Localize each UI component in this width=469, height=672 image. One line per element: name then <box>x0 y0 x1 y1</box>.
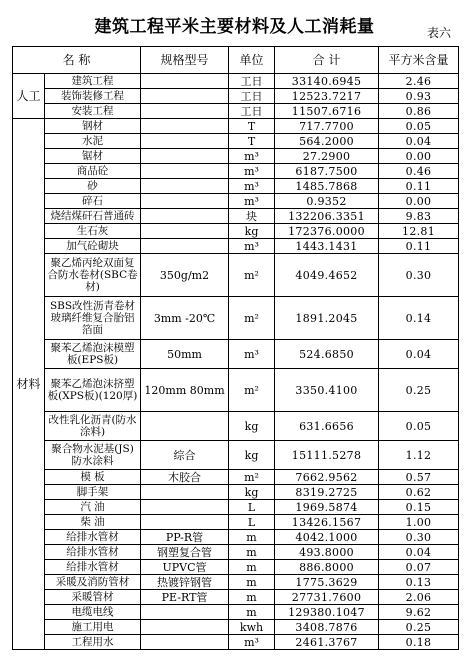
item-unit: m³ <box>229 149 275 164</box>
item-per-sqm: 0.07 <box>379 560 459 575</box>
item-per-sqm: 2.46 <box>379 74 459 89</box>
materials-labor-table <box>12 46 459 650</box>
item-name: 建筑工程 <box>45 74 141 89</box>
item-per-sqm: 0.11 <box>379 179 459 194</box>
item-total: 524.6850 <box>275 340 379 369</box>
item-per-sqm: 0.25 <box>379 620 459 635</box>
item-name: 聚苯乙烯泡沫模塑板(EPS板) <box>45 340 141 369</box>
item-unit: m² <box>229 369 275 412</box>
item-name: 汽 油 <box>45 500 141 515</box>
item-unit: m³ <box>229 239 275 254</box>
item-name: 聚苯乙烯泡沫挤塑板(XPS板)(120厚) <box>45 369 141 412</box>
item-per-sqm: 9.83 <box>379 209 459 224</box>
item-total: 4049.4652 <box>275 254 379 297</box>
item-unit: m <box>229 545 275 560</box>
item-per-sqm: 12.81 <box>379 224 459 239</box>
header-per-sqm: 平方米含量 <box>379 47 459 74</box>
item-name: 采暖管材 <box>45 590 141 605</box>
item-spec: 3mm -20℃ <box>141 297 229 340</box>
item-name: 生石灰 <box>45 224 141 239</box>
item-name: 工程用水 <box>45 635 141 650</box>
item-total: 2461.3767 <box>275 635 379 650</box>
item-total: 0.9352 <box>275 194 379 209</box>
table-row <box>13 515 459 530</box>
item-unit: kg <box>229 441 275 470</box>
item-total: 3350.4100 <box>275 369 379 412</box>
table-row <box>13 194 459 209</box>
item-spec <box>141 134 229 149</box>
item-unit: m <box>229 530 275 545</box>
table-row <box>13 620 459 635</box>
table-row <box>13 545 459 560</box>
item-name: 碎石 <box>45 194 141 209</box>
item-spec <box>141 635 229 650</box>
item-total: 631.6656 <box>275 412 379 441</box>
table-row <box>13 530 459 545</box>
item-spec: 50mm <box>141 340 229 369</box>
header-name: 名 称 <box>13 47 141 74</box>
table-row <box>13 369 459 412</box>
item-unit: m² <box>229 470 275 485</box>
table-row <box>13 470 459 485</box>
table-row <box>13 149 459 164</box>
item-per-sqm: 1.12 <box>379 441 459 470</box>
item-unit: L <box>229 500 275 515</box>
item-total: 13426.1567 <box>275 515 379 530</box>
item-spec <box>141 194 229 209</box>
item-unit: 工日 <box>229 89 275 104</box>
item-total: 7662.9562 <box>275 470 379 485</box>
item-total: 886.8000 <box>275 560 379 575</box>
item-unit: kg <box>229 224 275 239</box>
item-unit: m³ <box>229 164 275 179</box>
item-total: 172376.0000 <box>275 224 379 239</box>
item-per-sqm: 0.30 <box>379 254 459 297</box>
item-total: 15111.5278 <box>275 441 379 470</box>
item-spec <box>141 74 229 89</box>
item-unit: kwh <box>229 620 275 635</box>
item-name: 商品砼 <box>45 164 141 179</box>
item-spec <box>141 605 229 620</box>
item-total: 12523.7217 <box>275 89 379 104</box>
item-name: 加气砼砌块 <box>45 239 141 254</box>
item-total: 1485.7868 <box>275 179 379 194</box>
item-name: 脚手架 <box>45 485 141 500</box>
table-row <box>13 635 459 650</box>
item-name: 给排水管材 <box>45 545 141 560</box>
item-spec <box>141 412 229 441</box>
item-name: 改性乳化沥青(防水涂料) <box>45 412 141 441</box>
header-spec: 规格型号 <box>141 47 229 74</box>
item-total: 3408.7876 <box>275 620 379 635</box>
item-spec: PP-R管 <box>141 530 229 545</box>
item-name: 水泥 <box>45 134 141 149</box>
item-spec <box>141 485 229 500</box>
table-row <box>13 485 459 500</box>
item-total: 493.8000 <box>275 545 379 560</box>
item-unit: m <box>229 605 275 620</box>
group-materials: 材料 <box>13 119 45 650</box>
table-row <box>13 224 459 239</box>
item-name: 电缆电线 <box>45 605 141 620</box>
table-row <box>13 575 459 590</box>
item-name: SBS改性沥青卷材玻璃纤维复合胎铝箔面 <box>45 297 141 340</box>
item-per-sqm: 0.00 <box>379 194 459 209</box>
table-row <box>13 560 459 575</box>
header-total: 合 计 <box>275 47 379 74</box>
table-row <box>13 164 459 179</box>
table-row <box>13 605 459 620</box>
item-total: 129380.1047 <box>275 605 379 620</box>
item-total: 8319.2725 <box>275 485 379 500</box>
item-name: 安装工程 <box>45 104 141 119</box>
item-per-sqm: 0.05 <box>379 412 459 441</box>
item-unit: kg <box>229 485 275 500</box>
item-spec <box>141 179 229 194</box>
item-unit: 工日 <box>229 104 275 119</box>
table-row <box>13 179 459 194</box>
item-per-sqm: 0.25 <box>379 369 459 412</box>
item-spec <box>141 515 229 530</box>
item-spec <box>141 164 229 179</box>
table-row <box>13 239 459 254</box>
item-spec: 120mm 80mm <box>141 369 229 412</box>
item-spec: 热镀锌钢管 <box>141 575 229 590</box>
item-per-sqm: 0.13 <box>379 575 459 590</box>
table-row <box>13 134 459 149</box>
item-total: 1969.5874 <box>275 500 379 515</box>
item-unit: m³ <box>229 340 275 369</box>
page-title: 建筑工程平米主要材料及人工消耗量 <box>94 17 375 37</box>
item-spec <box>141 149 229 164</box>
table-row <box>13 590 459 605</box>
table-row <box>13 441 459 470</box>
item-total: 1443.1431 <box>275 239 379 254</box>
item-spec: PE-RT管 <box>141 590 229 605</box>
item-unit: m³ <box>229 635 275 650</box>
item-total: 4042.1000 <box>275 530 379 545</box>
table-row <box>13 500 459 515</box>
item-spec <box>141 239 229 254</box>
item-per-sqm: 0.15 <box>379 500 459 515</box>
item-per-sqm: 0.62 <box>379 485 459 500</box>
item-total: 27.2900 <box>275 149 379 164</box>
item-total: 27731.7600 <box>275 590 379 605</box>
item-name: 聚乙烯丙纶双面复合防水卷材(SBC卷材) <box>45 254 141 297</box>
item-unit: T <box>229 119 275 134</box>
item-spec <box>141 209 229 224</box>
table-row <box>13 209 459 224</box>
table-row <box>13 104 459 119</box>
item-spec <box>141 104 229 119</box>
item-per-sqm: 1.00 <box>379 515 459 530</box>
item-name: 采暖及消防管材 <box>45 575 141 590</box>
item-spec <box>141 620 229 635</box>
table-row <box>13 254 459 297</box>
item-per-sqm: 0.04 <box>379 545 459 560</box>
item-spec <box>141 500 229 515</box>
item-name: 施工用电 <box>45 620 141 635</box>
item-name: 砂 <box>45 179 141 194</box>
item-per-sqm: 0.93 <box>379 89 459 104</box>
item-unit: m³ <box>229 179 275 194</box>
item-name: 模 板 <box>45 470 141 485</box>
table-body <box>13 74 459 650</box>
item-unit: kg <box>229 412 275 441</box>
item-unit: m² <box>229 297 275 340</box>
item-total: 564.2000 <box>275 134 379 149</box>
item-per-sqm: 0.46 <box>379 164 459 179</box>
item-total: 132206.3351 <box>275 209 379 224</box>
item-unit: L <box>229 515 275 530</box>
item-spec: 350g/m2 <box>141 254 229 297</box>
item-name: 聚合物水泥基(JS)防水涂料 <box>45 441 141 470</box>
table-row <box>13 340 459 369</box>
header-unit: 单位 <box>229 47 275 74</box>
item-name: 烧结煤矸石普通砖 <box>45 209 141 224</box>
item-name: 给排水管材 <box>45 530 141 545</box>
item-spec: 钢塑复合管 <box>141 545 229 560</box>
item-total: 1775.3629 <box>275 575 379 590</box>
item-total: 6187.7500 <box>275 164 379 179</box>
item-spec: UPVC管 <box>141 560 229 575</box>
item-spec <box>141 119 229 134</box>
item-name: 钢材 <box>45 119 141 134</box>
item-per-sqm: 9.62 <box>379 605 459 620</box>
item-per-sqm: 0.04 <box>379 340 459 369</box>
item-unit: 块 <box>229 209 275 224</box>
table-number: 表六 <box>426 26 451 40</box>
item-spec <box>141 224 229 239</box>
item-name: 锯材 <box>45 149 141 164</box>
table-row <box>13 74 459 89</box>
header-row <box>13 47 459 74</box>
item-unit: m <box>229 560 275 575</box>
item-per-sqm: 0.04 <box>379 134 459 149</box>
item-total: 717.7700 <box>275 119 379 134</box>
item-unit: m <box>229 590 275 605</box>
item-total: 33140.6945 <box>275 74 379 89</box>
table-row <box>13 297 459 340</box>
item-per-sqm: 0.05 <box>379 119 459 134</box>
item-spec <box>141 89 229 104</box>
item-per-sqm: 0.18 <box>379 635 459 650</box>
item-unit: m² <box>229 254 275 297</box>
item-name: 柴 油 <box>45 515 141 530</box>
item-unit: m <box>229 575 275 590</box>
table-row <box>13 119 459 134</box>
group-labor: 人工 <box>13 74 45 119</box>
item-name: 给排水管材 <box>45 560 141 575</box>
item-per-sqm: 0.14 <box>379 297 459 340</box>
table-row <box>13 412 459 441</box>
item-per-sqm: 0.11 <box>379 239 459 254</box>
item-per-sqm: 0.00 <box>379 149 459 164</box>
table-row <box>13 89 459 104</box>
item-per-sqm: 0.86 <box>379 104 459 119</box>
item-spec: 综合 <box>141 441 229 470</box>
item-unit: T <box>229 134 275 149</box>
item-spec: 木胶合 <box>141 470 229 485</box>
item-total: 1891.2045 <box>275 297 379 340</box>
item-per-sqm: 2.06 <box>379 590 459 605</box>
item-unit: 工日 <box>229 74 275 89</box>
item-total: 11507.6716 <box>275 104 379 119</box>
item-unit: m³ <box>229 194 275 209</box>
item-per-sqm: 0.57 <box>379 470 459 485</box>
item-per-sqm: 0.30 <box>379 530 459 545</box>
item-name: 装饰装修工程 <box>45 89 141 104</box>
